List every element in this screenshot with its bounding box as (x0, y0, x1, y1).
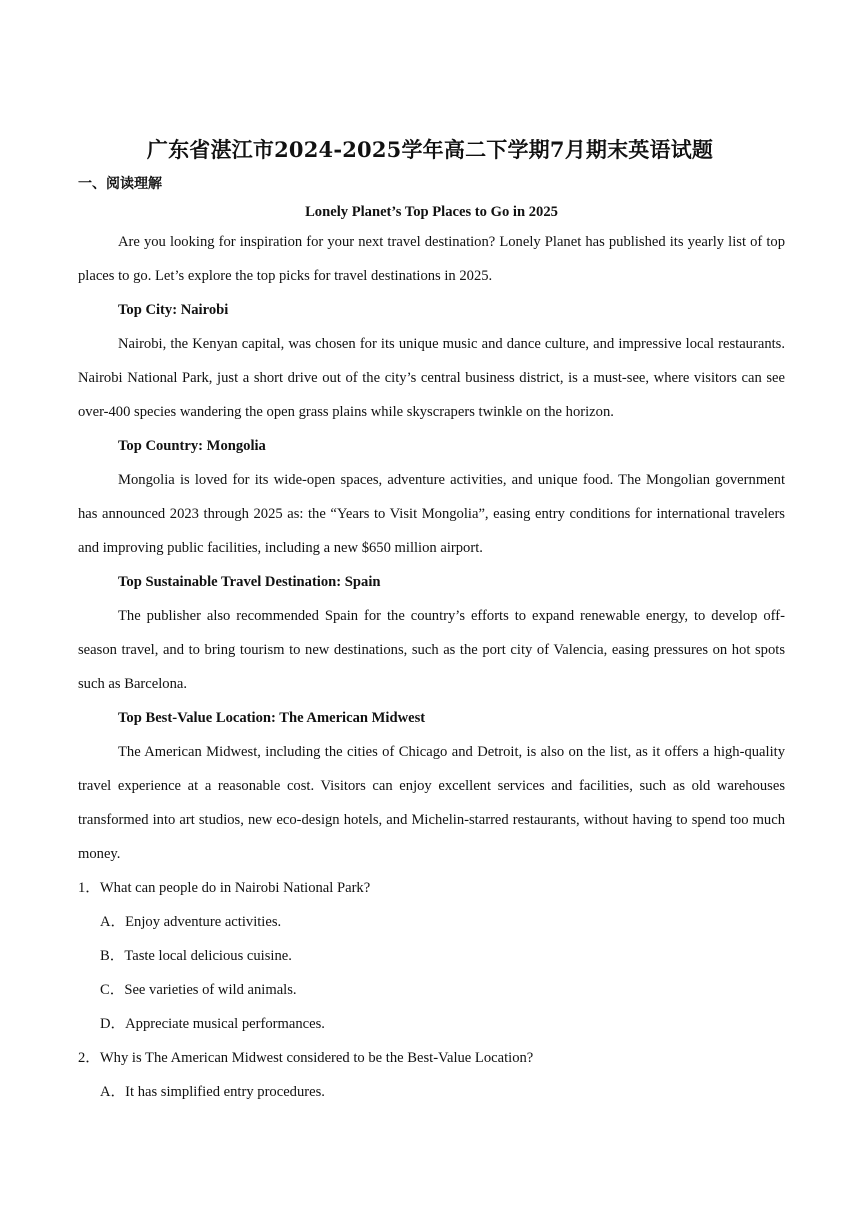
option-text: Appreciate musical performances. (125, 1016, 325, 1032)
section-heading-midwest: Top Best-Value Location: The American Midwest (118, 710, 426, 726)
option-1a (78, 905, 785, 939)
section-text-mongolia: Mongolia is loved for its wide-open spaces, adventure activities, and unique food. The Mongolian government has announced 2023 through 2025 as: the “Years to Visit Mongolia”, easing entry conditions for international travelers and improving public facilities, including a new $650 million airport. (78, 472, 785, 556)
option-letter: D． (100, 1016, 126, 1032)
option-text: See varieties of wild animals. (124, 982, 297, 998)
question-number: 2． (78, 1050, 100, 1066)
option-letter: C． (100, 982, 125, 998)
option-letter: B． (100, 948, 125, 964)
option-1d (78, 1007, 785, 1041)
option-letter: A． (100, 914, 126, 930)
option-text: Taste local delicious cuisine. (124, 948, 292, 964)
passage-title: Lonely Planet’s Top Places to Go in 2025 (305, 204, 558, 220)
question-1 (78, 871, 785, 905)
question-2 (78, 1041, 785, 1075)
section-text-nairobi: Nairobi, the Kenyan capital, was chosen for its unique music and dance culture, and impressive local restaurants. Nairobi National Park, just a short drive out of the city’s central business district, is a must-see, where visitors can see over-400 species wandering the open grass plains while skyscrapers twinkle on the horizon. (78, 336, 785, 420)
section-heading-mongolia: Top Country: Mongolia (118, 438, 266, 454)
document-content (78, 199, 785, 1109)
question-text: Why is The American Midwest considered to be the Best-Value Location? (99, 1050, 534, 1066)
option-1b (78, 939, 785, 973)
option-letter: A． (100, 1084, 126, 1100)
section-heading-nairobi: Top City: Nairobi (118, 302, 229, 318)
question-text: What can people do in Nairobi National Park? (99, 880, 371, 896)
section-heading-spain: Top Sustainable Travel Destination: Spain (118, 574, 381, 590)
section-heading: 一、阅读理解 (78, 176, 162, 192)
passage-intro: Are you looking for inspiration for your next travel destination? Lonely Planet has published its yearly list of top places to go. Let’s explore the top picks for travel destinations in 2025. (78, 234, 785, 284)
question-number: 1． (78, 880, 100, 896)
document-title: 广东省湛江市2024-2025学年高二下学期7月期末英语试题 (146, 137, 714, 162)
option-1c (78, 973, 785, 1007)
section-text-spain: The publisher also recommended Spain for the country’s efforts to expand renewable energy, to develop off-season travel, and to bring tourism to new destinations, such as the port city of Valencia, easing pressures on hot spots such as Barcelona. (78, 608, 785, 692)
option-text: It has simplified entry procedures. (125, 1084, 325, 1100)
option-2a (78, 1075, 785, 1109)
section-text-midwest: The American Midwest, including the cities of Chicago and Detroit, is also on the list, as it offers a high-quality travel experience at a reasonable cost. Visitors can enjoy excellent services and facilities, such as old warehouses transformed into art studios, new eco-design hotels, and Michelin-starred restaurants, without having to spend too much money. (78, 744, 785, 862)
option-text: Enjoy adventure activities. (125, 914, 282, 930)
